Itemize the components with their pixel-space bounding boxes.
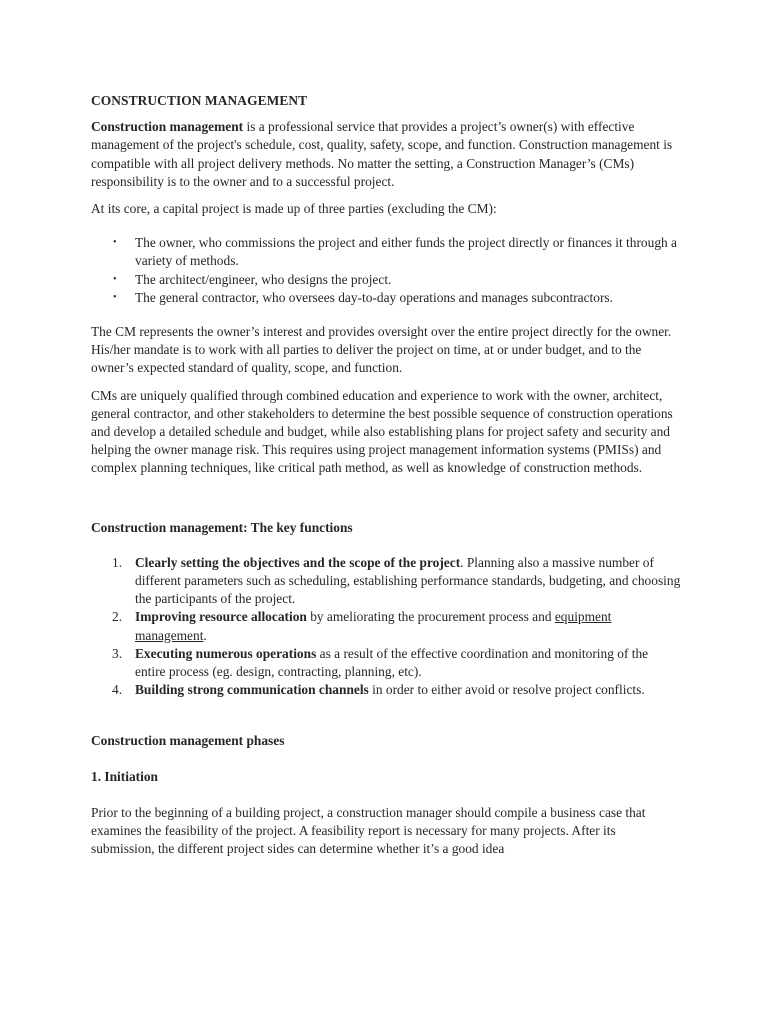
list-item bbox=[91, 645, 681, 681]
phases-heading: Construction management phases bbox=[91, 733, 285, 749]
bullet-icon: • bbox=[113, 237, 117, 249]
initiation-heading: 1. Initiation bbox=[91, 768, 158, 784]
key-functions-heading: Construction management: The key functions bbox=[91, 519, 353, 535]
function-title: Building strong communication channels bbox=[135, 682, 369, 698]
bullet-icon: • bbox=[113, 273, 117, 285]
function-text: in order to either avoid or resolve project conflicts. bbox=[368, 682, 645, 698]
parties-intro-paragraph: At its core, a capital project is made up of three parties (excluding the CM): bbox=[91, 201, 497, 217]
list-item bbox=[91, 681, 681, 699]
function-text: as a result of the effective coordination and monitoring of the entire process (eg. design, contracting, planning, etc). bbox=[135, 645, 649, 680]
spacer bbox=[91, 487, 681, 519]
bullet-icon: • bbox=[113, 291, 117, 303]
list-number: 2. bbox=[112, 609, 123, 625]
list-number: 4. bbox=[112, 682, 123, 698]
list-item-text: The architect/engineer, who designs the project. bbox=[135, 271, 392, 287]
list-number: 3. bbox=[112, 645, 123, 661]
list-item bbox=[91, 554, 681, 609]
function-text: by ameliorating the procurement process and bbox=[306, 609, 555, 625]
intro-paragraph bbox=[91, 118, 681, 191]
document-title: CONSTRUCTION MANAGEMENT bbox=[91, 93, 308, 108]
intro-text: is a professional service that provides a project’s owner(s) with effective management of the project's schedule, cost, quality, safety, scope, and function. Construction management is compatible with all project delivery methods. No matter the setting, a Construction Manager’s (CMs) responsibility is to the owner and to a successful project. bbox=[91, 119, 673, 189]
cm-represents-paragraph: The CM represents the owner’s interest and provides oversight over the entire project directly for the owner. His/her mandate is to work with all parties to deliver the project on time, at or under budget, and to the owner’s expected standard of quality, scope, and function. bbox=[91, 324, 672, 376]
function-title: Clearly setting the objectives and the scope of the project bbox=[135, 554, 461, 570]
function-text-end: . bbox=[203, 627, 207, 643]
list-item bbox=[91, 234, 681, 270]
list-item-text: The general contractor, who oversees day-to-day operations and manages subcontractors. bbox=[135, 289, 613, 305]
cm-qualified-paragraph: CMs are uniquely qualified through combined education and experience to work with the owner, architect, general contractor, and other stakeholders to determine the best possible sequence of construction operations and develop a detailed schedule and budget, while also establishing plans for project safety and security and helping the owner manage risk. This requires using project management information systems (PMISs) and complex planning techniques, like critical path method, as well as knowledge of construction methods. bbox=[91, 387, 673, 476]
equipment-management-link[interactable]: equipment management bbox=[135, 609, 612, 643]
key-functions-list bbox=[91, 554, 681, 700]
function-title: Improving resource allocation bbox=[135, 609, 307, 625]
spacer bbox=[91, 699, 681, 732]
list-item-text: The owner, who commissions the project and either funds the project directly or finances it through a variety of methods. bbox=[135, 235, 677, 269]
document-page bbox=[91, 92, 681, 868]
list-number: 1. bbox=[112, 554, 123, 570]
parties-list bbox=[91, 234, 681, 307]
list-item bbox=[91, 608, 681, 644]
function-text: . Planning also a massive number of different parameters such as scheduling, establishing performance standards, budgeting, and choosing the participants of the project. bbox=[135, 554, 681, 607]
intro-term: Construction management bbox=[91, 119, 244, 135]
initiation-paragraph: Prior to the beginning of a building project, a construction manager should compile a business case that examines the feasibility of the project. A feasibility report is necessary for many projects. After its submission, the different project sides can determine whether it’s a good idea bbox=[91, 804, 646, 857]
list-item bbox=[91, 271, 681, 289]
list-item bbox=[91, 289, 681, 307]
function-title: Executing numerous operations bbox=[135, 645, 317, 661]
